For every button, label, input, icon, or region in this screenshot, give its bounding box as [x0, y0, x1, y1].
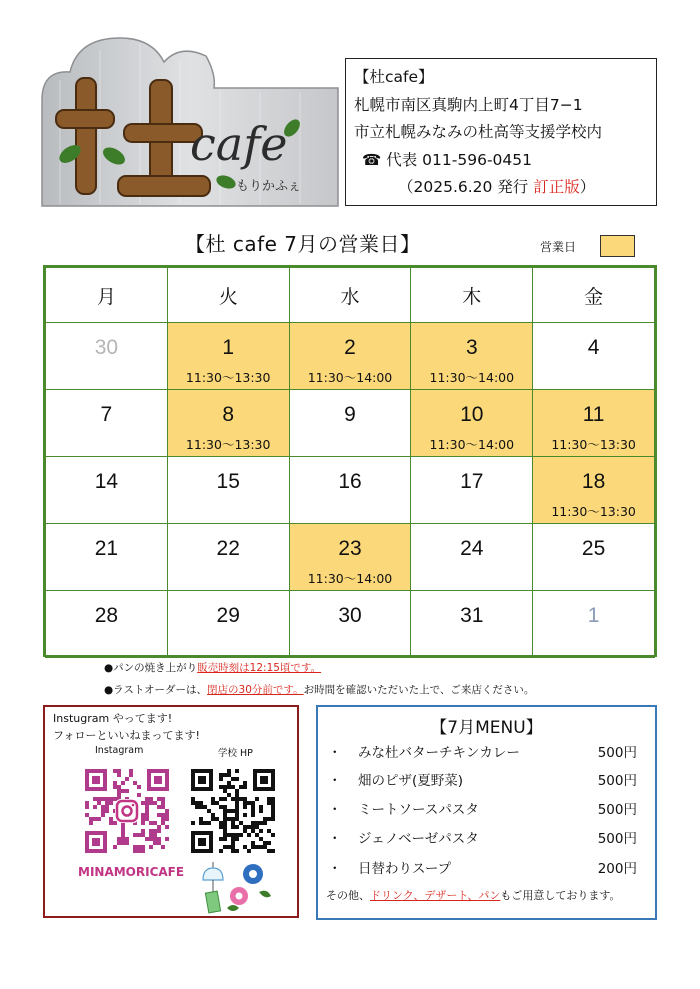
day-number: 2 — [344, 336, 356, 359]
calendar-week-row — [46, 591, 655, 658]
calendar-day-open — [167, 323, 289, 390]
instagram-qr-label: Instagram — [95, 745, 144, 756]
day-number: 31 — [460, 604, 484, 627]
menu-note — [326, 887, 620, 903]
day-number: 22 — [216, 537, 240, 560]
legend-swatch — [600, 235, 635, 257]
calendar-week-row — [46, 457, 655, 524]
note-highlight: 販売時刻は12:15頃です。 — [197, 662, 322, 674]
day-number: 30 — [94, 336, 119, 359]
day-number: 9 — [344, 403, 356, 426]
menu-item — [328, 798, 637, 818]
day-number: 18 — [581, 470, 606, 493]
calendar-day — [46, 524, 168, 591]
menu-item — [328, 857, 637, 877]
calendar-grid — [43, 265, 657, 657]
calendar-day — [411, 524, 533, 591]
school-qr-code[interactable] — [187, 765, 279, 857]
calendar-week-row — [46, 390, 655, 457]
calendar-day — [46, 457, 168, 524]
calendar-day — [46, 591, 168, 658]
issue-line — [354, 174, 648, 202]
weekday-header: 火 — [167, 268, 289, 323]
calendar-day — [167, 457, 289, 524]
instagram-promo: Instugram やってます! — [53, 712, 173, 725]
logo-graphic — [40, 30, 340, 210]
note-text: ●パンの焼き上がり — [104, 662, 198, 674]
menu-item-price: 500円 — [597, 773, 637, 789]
opening-hours: 11:30〜14:00 — [429, 437, 515, 452]
menu-item — [328, 769, 637, 789]
phone-icon: ☎ — [362, 150, 382, 169]
day-number: 28 — [94, 604, 119, 627]
note-bread-time — [104, 660, 321, 675]
day-number: 14 — [94, 470, 119, 493]
school-location: 市立札幌みなみの杜高等支援学校内 — [354, 123, 603, 141]
day-number: 1 — [222, 336, 235, 359]
calendar-week-row — [46, 323, 655, 390]
calendar-day — [533, 323, 655, 390]
close-paren: ） — [579, 178, 596, 196]
calendar-day — [167, 591, 289, 658]
calendar-day-open — [411, 390, 533, 457]
opening-hours: 11:30〜13:30 — [551, 504, 636, 519]
opening-hours: 11:30〜13:30 — [185, 370, 271, 385]
weekday-header: 木 — [411, 268, 533, 323]
opening-hours: 11:30〜14:00 — [307, 370, 393, 385]
opening-hours: 11:30〜13:30 — [185, 437, 271, 452]
morning-glory-icon — [227, 864, 271, 911]
day-number: 11 — [582, 403, 605, 426]
menu-item-name: 日替わりスープ — [358, 861, 452, 877]
address: 札幌市南区真駒内上町4丁目7−1 — [354, 95, 583, 114]
day-number: 17 — [460, 470, 484, 493]
note-last-order — [104, 682, 534, 697]
menu-item-name: 畑のピザ(夏野菜) — [358, 773, 464, 789]
calendar-day — [289, 591, 411, 658]
weekday-header-row — [46, 268, 655, 323]
calendar-day-open — [411, 323, 533, 390]
menu-item-name: ジェノベーゼパスタ — [358, 831, 479, 847]
menu-bullet: ・ — [328, 802, 342, 818]
menu-item-price: 500円 — [597, 745, 637, 761]
logo-reading: もりかふぇ — [236, 179, 302, 194]
day-number: 10 — [460, 403, 484, 426]
day-number: 8 — [222, 403, 235, 426]
day-number: 1 — [587, 604, 600, 627]
menu-box — [316, 705, 657, 920]
menu-note-text: もご用意しております。 — [500, 889, 621, 902]
legend-label: 営業日 — [540, 240, 577, 254]
calendar-day — [46, 390, 168, 457]
phone-number[interactable]: 代表 011-596-0451 — [386, 150, 532, 169]
day-number: 4 — [587, 336, 600, 359]
logo-wordmark: cafe — [190, 117, 288, 171]
menu-bullet: ・ — [328, 745, 342, 761]
day-number: 30 — [338, 604, 362, 627]
weekday-header: 金 — [533, 268, 655, 323]
instagram-handle[interactable]: MINAMORICAFE — [78, 865, 185, 879]
menu-item-price: 200円 — [597, 861, 637, 877]
menu-item-price: 500円 — [597, 831, 637, 847]
day-number: 15 — [216, 470, 240, 493]
calendar-day — [533, 524, 655, 591]
opening-hours: 11:30〜13:30 — [551, 437, 636, 452]
note-text: ●ラストオーダーは、 — [104, 684, 208, 696]
instagram-qr-code[interactable] — [81, 765, 173, 857]
note-highlight: 閉店の30分前です。 — [207, 684, 304, 696]
day-number: 21 — [94, 537, 119, 560]
calendar-day — [411, 457, 533, 524]
menu-bullet: ・ — [328, 861, 342, 877]
menu-item-name: ミートソースパスタ — [358, 802, 479, 818]
wind-chime-icon — [193, 862, 283, 917]
menu-item — [328, 827, 637, 847]
calendar-day-open — [289, 323, 411, 390]
day-number: 29 — [216, 604, 240, 627]
weekday-header: 月 — [46, 268, 168, 323]
day-number: 23 — [338, 537, 362, 560]
social-box — [43, 705, 299, 918]
revised-badge: 訂正版 — [533, 178, 580, 196]
opening-hours: 11:30〜14:00 — [429, 370, 515, 385]
calendar-day — [167, 524, 289, 591]
calendar-day — [533, 591, 655, 658]
calendar-day-open — [533, 390, 655, 457]
opening-hours: 11:30〜14:00 — [307, 571, 393, 586]
menu-note-text: その他、 — [326, 889, 370, 902]
menu-note-highlight: ドリンク、デザート、パン — [370, 889, 501, 902]
menu-item — [328, 741, 637, 761]
weekday-header: 水 — [289, 268, 411, 323]
calendar-day-open — [533, 457, 655, 524]
day-number: 24 — [460, 537, 484, 560]
menu-bullet: ・ — [328, 773, 342, 789]
school-qr-label: 学校 HP — [218, 748, 253, 759]
follow-promo: フォローといいねまってます! — [53, 729, 200, 742]
note-text: お時間を確認いただいた上で、ご来店ください。 — [303, 684, 535, 696]
calendar-day-open — [289, 524, 411, 591]
menu-title: 【7月MENU】 — [430, 718, 543, 738]
day-number: 25 — [581, 537, 606, 560]
calendar-day — [411, 591, 533, 658]
issue-date: （2025.6.20 発行 — [398, 178, 529, 196]
calendar-day — [46, 323, 168, 390]
calendar-day — [289, 390, 411, 457]
calendar-title: 【杜 cafe 7月の営業日】 — [185, 232, 421, 256]
menu-item-name: みな杜バターチキンカレー — [358, 745, 520, 761]
menu-bullet: ・ — [328, 831, 342, 847]
day-number: 7 — [100, 403, 113, 426]
calendar-day — [289, 457, 411, 524]
day-number: 3 — [465, 336, 478, 359]
menu-item-price: 500円 — [597, 802, 637, 818]
day-number: 16 — [338, 470, 362, 493]
cafe-logo — [40, 30, 340, 210]
cafe-name: 【杜cafe】 — [354, 68, 434, 86]
cafe-info-box — [345, 58, 657, 206]
phone-line — [354, 147, 648, 175]
calendar-day-open — [167, 390, 289, 457]
calendar-week-row — [46, 524, 655, 591]
